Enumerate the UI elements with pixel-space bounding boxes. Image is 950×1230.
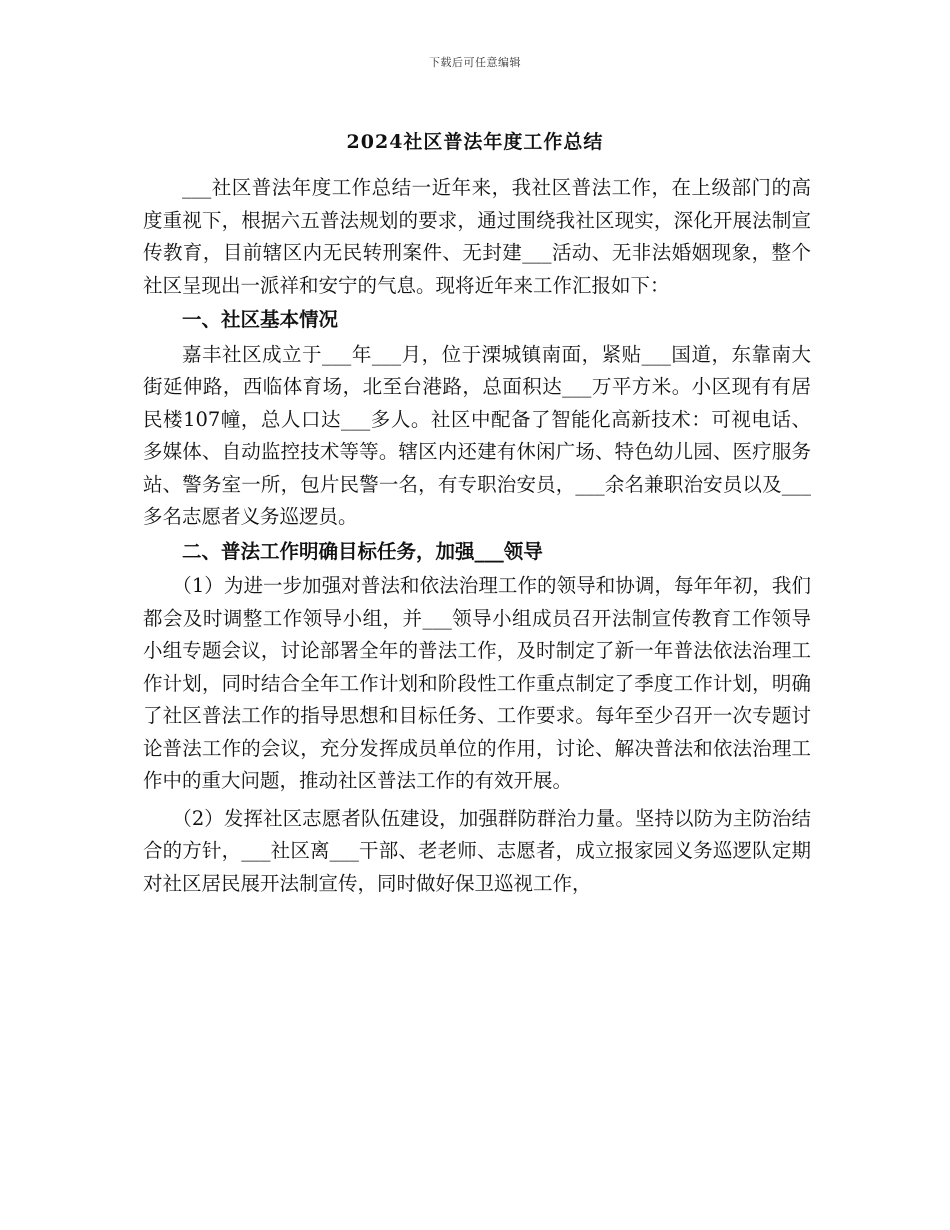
header-note: 下载后可任意编辑 [429, 56, 521, 69]
document-title: 2024社区普法年度工作总结 [346, 131, 604, 153]
intro-paragraph: ___社区普法年度工作总结一近年来，我社区普法工作，在上级部门的高度重视下，根据六五普法规划的要求，通过围绕我社区现实，深化开展法制宣传教育，目前辖区内无民转刑案件、无封建___活动、无非法婚姻现象，整个社区呈现出一派祥和安宁的气息。现将近年来工作汇报如下： [143, 176, 811, 297]
section-2-heading: 二、普法工作明确目标任务，加强___领导 [182, 539, 543, 563]
section-2-item-2: （2）发挥社区志愿者队伍建设，加强群防群治力量。坚持以防为主防治结合的方针，___社区离___干部、老老师、志愿者，成立报家园义务巡逻队定期对社区居民展开法制宣传，同时做好保卫巡视工作， [143, 806, 811, 895]
document-body [143, 172, 811, 900]
section-2-item-1: （1）为进一步加强对普法和依法治理工作的领导和协调，每年年初，我们都会及时调整工作领导小组，并___领导小组成员召开法制宣传教育工作领导小组专题会议，讨论部署全年的普法工作，及时制定了新一年普法依法治理工作计划，同时结合全年工作计划和阶段性工作重点制定了季度工作计划，明确了社区普法工作的指导思想和目标任务、工作要求。每年至少召开一次专题讨论普法工作的会议，充分发挥成员单位的作用，讨论、解决普法和依法治理工作中的重大问题，推动社区普法工作的有效开展。 [143, 574, 811, 792]
section-1-heading: 一、社区基本情况 [182, 308, 339, 331]
section-1-paragraph: 嘉丰社区成立于___年___月，位于溧城镇南面，紧贴___国道，东靠南大街延伸路，西临体育场，北至台港路，总面积达___万平方米。小区现有有居民楼107幢，总人口达___多人。社区中配备了智能化高新技术：可视电话、多媒体、自动监控技术等等。辖区内还建有休闲广场、特色幼儿园、医疗服务站、警务室一所，包片民警一名，有专职治安员，___余名兼职治安员以及___多名志愿者义务巡逻员。 [143, 342, 811, 528]
